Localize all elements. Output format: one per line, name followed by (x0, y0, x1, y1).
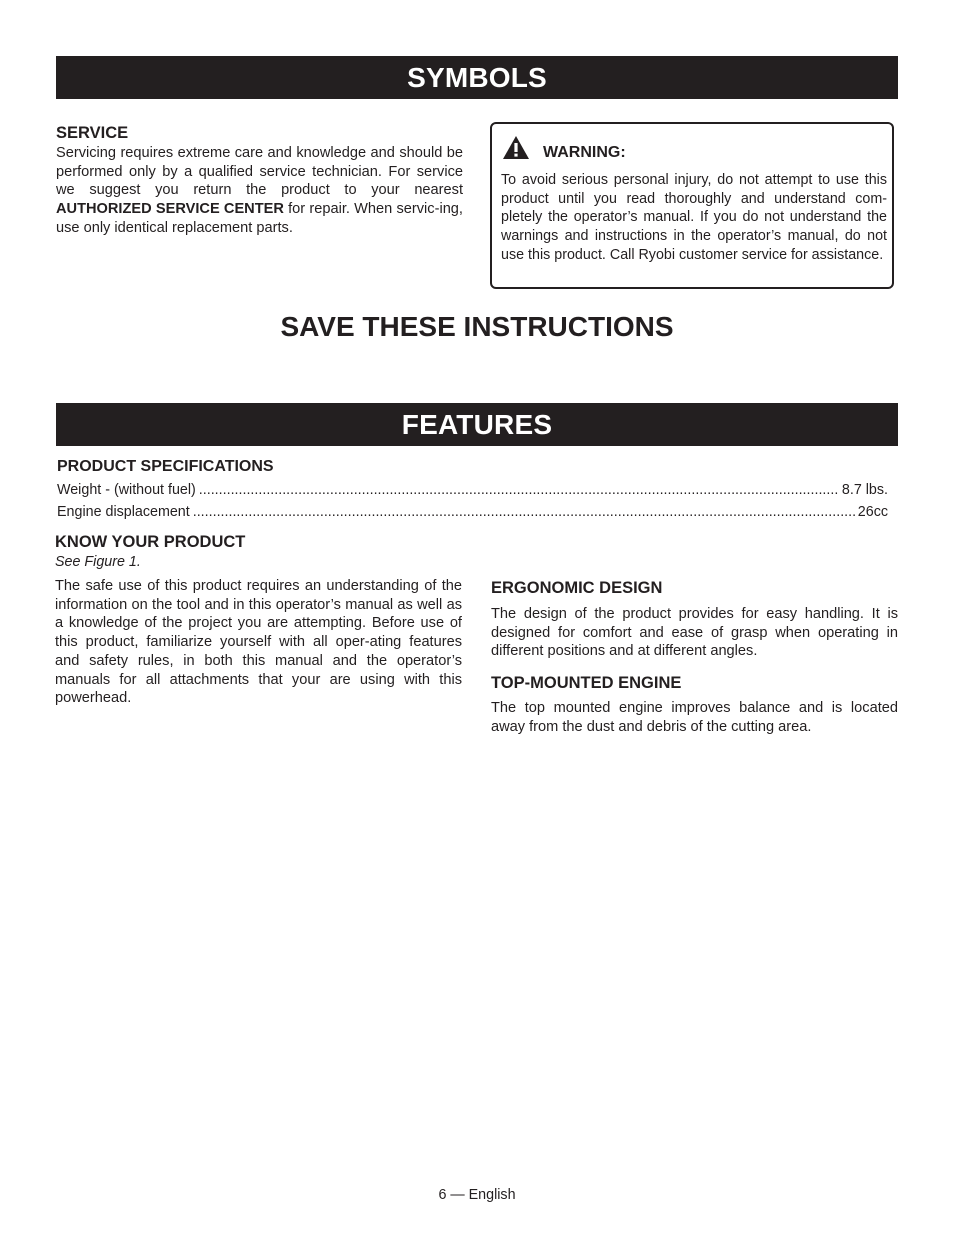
spec-row-weight (57, 482, 888, 498)
spec-label: Engine displacement (57, 504, 190, 520)
spec-label: Weight - (without fuel) (57, 482, 196, 498)
symbols-banner: SYMBOLS (56, 56, 898, 99)
authorized-service-center: AUTHORIZED SERVICE CENTER (56, 201, 284, 218)
service-text (56, 144, 463, 238)
ergonomic-design-heading: ERGONOMIC DESIGN (491, 579, 663, 597)
spec-row-engine-displacement (57, 504, 888, 520)
dot-leader (193, 504, 855, 520)
save-instructions-heading: SAVE THESE INSTRUCTIONS (280, 311, 674, 342)
spec-value: 26cc (857, 504, 888, 520)
service-text-part1: Servicing requires extreme care and knowledge and should be performed only by a qualified service technician. For service we suggest you return the product to your nearest (56, 145, 463, 199)
spec-value: 8.7 lbs. (841, 482, 888, 498)
features-banner: FEATURES (56, 403, 898, 446)
ergonomic-design-text: The design of the product provides for easy handling. It is designed for comfort and ease of grasp when operating in different positions and at different angles. (491, 606, 898, 660)
dot-leader (199, 482, 839, 498)
know-your-product-text: The safe use of this product requires an understanding of the information on the tool and in this operator’s manual as well as a knowledge of the project you are attempting. Before use of this product, familiarize yourself with all oper-ating features and safety rules, in both this manual and the operator’s manuals for all attachments that your are using with this powerhead. (55, 578, 462, 707)
page-footer: 6 — English (438, 1187, 516, 1203)
warning-title: WARNING: (543, 144, 626, 161)
product-specifications-heading: PRODUCT SPECIFICATIONS (57, 458, 274, 475)
top-mounted-engine-text: The top mounted engine improves balance and is located away from the dust and debris of the cutting area. (491, 700, 898, 735)
warning-box (490, 122, 894, 289)
warning-triangle-icon (502, 135, 530, 160)
service-heading: SERVICE (56, 124, 129, 142)
service-text-part2: for repair. When servic-ing, use only identical replacement parts. (56, 201, 463, 236)
warning-text: To avoid serious personal injury, do not attempt to use this product until you read thoroughly and understand com-pletely the operator’s manual. If you do not understand the warnings and instructions in the operator’s manual, do not use this product. Call Ryobi customer service for assistance. (501, 172, 887, 263)
see-figure-note: See Figure 1. (55, 554, 141, 570)
top-mounted-engine-heading: TOP-MOUNTED ENGINE (491, 674, 682, 692)
know-your-product-heading: KNOW YOUR PRODUCT (55, 533, 246, 551)
